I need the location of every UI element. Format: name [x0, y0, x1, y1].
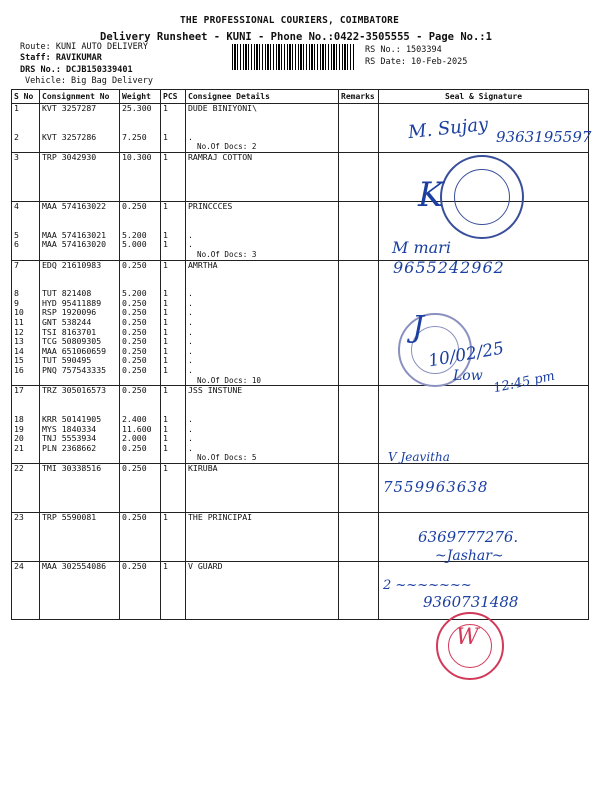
staff-label: Staff: RAVIKUMAR — [20, 53, 102, 63]
consignee-cell: . — [188, 327, 193, 337]
consignment-cell: TRZ 305016573 — [42, 386, 107, 396]
pcs-cell: 1 — [163, 561, 168, 571]
pcs-cell: 1 — [163, 104, 168, 113]
sno-cell: 16 — [14, 366, 24, 376]
consignee-cell: KIRUBA — [188, 463, 218, 473]
sno-cell: 18 — [14, 415, 24, 424]
signature-6-phone: 6369777276. — [418, 528, 519, 546]
sno-cell: 10 — [14, 308, 24, 318]
consignee-cell: . — [188, 230, 193, 240]
weight-cell: 0.250 — [122, 463, 147, 473]
col-header-weight: Weight — [120, 90, 161, 104]
consignment-cell: MAA 574163021 — [42, 230, 107, 240]
route-label: Route: KUNI AUTO DELIVERY — [20, 42, 148, 52]
weight-cell: 2.000 — [122, 434, 147, 444]
signature-7-scribble: 2 ~~~~~~~ — [383, 578, 472, 593]
consignment-cell: MAA 574163022 — [42, 201, 107, 211]
consignment-cell: KVT 3257287 — [42, 104, 97, 113]
pcs-cell: 1 — [163, 289, 168, 299]
weight-cell: 7.250 — [122, 132, 147, 142]
consignee-cell: . — [188, 443, 193, 453]
weight-cell: 0.250 — [122, 318, 147, 328]
weight-cell: 0.250 — [122, 561, 147, 571]
pcs-cell: 1 — [163, 443, 168, 453]
consignment-group — [12, 561, 589, 620]
consignment-cell: MAA 651060659 — [42, 346, 107, 356]
weight-cell: 0.250 — [122, 512, 147, 522]
sno-cell: 9 — [14, 298, 19, 308]
weight-cell: 0.250 — [122, 298, 147, 308]
consignee-cell: AMRTHA — [188, 260, 218, 270]
sno-cell: 17 — [14, 386, 24, 396]
signature-4-time: 12:45 pm — [492, 368, 557, 397]
signature-3-phone: 9655242962 — [393, 258, 505, 277]
pcs-cell: 1 — [163, 366, 168, 376]
signature-4-date: 10/02/25 — [426, 338, 506, 372]
vehicle-label: Vehicle: Big Bag Delivery — [25, 76, 153, 86]
consignee-cell: . — [188, 132, 193, 142]
pcs-cell: 1 — [163, 132, 168, 142]
weight-cell: 10.300 — [122, 152, 152, 162]
weight-cell: 0.250 — [122, 443, 147, 453]
sno-cell: 19 — [14, 424, 24, 434]
weight-cell: 5.200 — [122, 289, 147, 299]
consignee-cell: . — [188, 337, 193, 347]
remarks-cell — [339, 104, 379, 153]
sno-cell: 20 — [14, 434, 24, 444]
drs-label: DRS No.: DCJB150339401 — [20, 65, 133, 75]
pcs-cell: 1 — [163, 424, 168, 434]
sno-cell: 7 — [14, 260, 19, 270]
signature-1-name: M. Sujay — [407, 113, 490, 144]
consignment-cell: TSI 8163701 — [42, 327, 97, 337]
pcs-cell: 1 — [163, 356, 168, 366]
docs-count: No.Of Docs: 2 — [197, 142, 257, 152]
weight-cell: 0.250 — [122, 346, 147, 356]
weight-cell: 0.250 — [122, 260, 147, 270]
pcs-cell: 1 — [163, 434, 168, 444]
consignment-cell: RSP 1920096 — [42, 308, 97, 318]
sno-cell: 3 — [14, 152, 19, 162]
consignee-cell: V GUARD — [188, 561, 223, 571]
consignment-cell: KVT 3257286 — [42, 132, 97, 142]
consignee-cell: . — [188, 298, 193, 308]
consignment-cell: PNQ 757543335 — [42, 366, 107, 376]
weight-cell: 0.250 — [122, 308, 147, 318]
sno-cell: 12 — [14, 327, 24, 337]
docs-count: No.Of Docs: 3 — [197, 249, 257, 259]
consignment-cell: TMI 30338516 — [42, 463, 102, 473]
weight-cell: 11.600 — [122, 424, 152, 434]
col-header-sno: S No — [12, 90, 40, 104]
pcs-cell: 1 — [163, 512, 168, 522]
weight-cell: 5.000 — [122, 240, 147, 250]
table-header-row — [12, 90, 589, 104]
consignment-group — [12, 463, 589, 512]
col-header-remarks: Remarks — [339, 90, 379, 104]
col-header-pcs: PCS — [161, 90, 186, 104]
sno-cell: 23 — [14, 512, 24, 522]
consignment-cell: GNT 538244 — [42, 318, 92, 328]
sno-cell: 24 — [14, 561, 24, 571]
consignee-cell: . — [188, 424, 193, 434]
consignment-cell: TUT 590495 — [42, 356, 92, 366]
sno-cell: 15 — [14, 356, 24, 366]
signature-4-mark: Low — [453, 368, 483, 384]
weight-cell: 0.250 — [122, 201, 147, 211]
signature-7-phone: 9360731488 — [423, 593, 519, 611]
sno-cell: 11 — [14, 318, 24, 328]
consignee-cell: . — [188, 434, 193, 444]
pcs-cell: 1 — [163, 308, 168, 318]
consignee-cell: RAMRAJ COTTON — [188, 152, 253, 162]
consignment-cell: TRP 3042930 — [42, 152, 97, 162]
remarks-cell — [339, 386, 379, 464]
signature-3-name: M mari — [392, 238, 451, 257]
consignment-cell: HYD 95411889 — [42, 298, 102, 308]
pcs-cell: 1 — [163, 337, 168, 347]
pcs-cell: 1 — [163, 463, 168, 473]
consignment-cell: TCG 50809305 — [42, 337, 102, 347]
consignee-cell: . — [188, 415, 193, 424]
weight-cell: 5.200 — [122, 230, 147, 240]
consignment-cell: TUT 821408 — [42, 289, 92, 299]
consignment-cell: MYS 1840334 — [42, 424, 97, 434]
consignment-cell: EDQ 21610983 — [42, 260, 102, 270]
pcs-cell: 1 — [163, 230, 168, 240]
signature-5-name: V Jeavitha — [388, 450, 450, 464]
consignment-group — [12, 260, 589, 386]
pcs-cell: 1 — [163, 152, 168, 162]
company-seal-stamp — [440, 155, 524, 239]
consignee-cell: . — [188, 240, 193, 250]
pcs-cell: 1 — [163, 298, 168, 308]
barcode — [232, 44, 354, 70]
header-subtitle: Delivery Runsheet - KUNI - Phone No.:0422-3505555 - Page No.:1 — [100, 31, 492, 43]
pcs-cell: 1 — [163, 415, 168, 424]
col-header-consignment: Consignment No — [40, 90, 120, 104]
weight-cell: 0.250 — [122, 356, 147, 366]
consignee-cell: . — [188, 289, 193, 299]
col-header-signature: Seal & Signature — [379, 90, 589, 104]
consignment-cell: KRR 50141905 — [42, 415, 102, 424]
col-header-consignee: Consignee Details — [186, 90, 339, 104]
sno-cell: 21 — [14, 443, 24, 453]
signature-5-phone: 7559963638 — [383, 478, 489, 496]
consignment-cell: TRP 5590081 — [42, 512, 97, 522]
consignee-cell: . — [188, 356, 193, 366]
pcs-cell: 1 — [163, 318, 168, 328]
sno-cell: 6 — [14, 240, 19, 250]
docs-count: No.Of Docs: 10 — [197, 375, 262, 385]
sno-cell: 1 — [14, 104, 19, 113]
sno-cell: 2 — [14, 132, 19, 142]
weight-cell: 25.300 — [122, 104, 152, 113]
signature-1-phone: 9363195597 — [496, 128, 592, 146]
pcs-cell: 1 — [163, 346, 168, 356]
consignee-cell: . — [188, 346, 193, 356]
pcs-cell: 1 — [163, 327, 168, 337]
pcs-cell: 1 — [163, 386, 168, 396]
weight-cell: 0.250 — [122, 366, 147, 376]
remarks-cell — [339, 512, 379, 561]
consignee-cell: THE PRINCIPAI — [188, 512, 253, 522]
remarks-cell — [339, 152, 379, 201]
sno-cell: 4 — [14, 201, 19, 211]
consignment-cell: MAA 574163020 — [42, 240, 107, 250]
weight-cell: 2.400 — [122, 415, 147, 424]
sno-cell: 22 — [14, 463, 24, 473]
consignment-cell: TNJ 5553934 — [42, 434, 97, 444]
consignment-group — [12, 386, 589, 464]
signature-4-scribble: J — [412, 310, 425, 345]
sno-cell: 8 — [14, 289, 19, 299]
rs-date-label: RS Date: 10-Feb-2025 — [365, 57, 468, 67]
consignee-cell: PRINCCCES — [188, 201, 233, 211]
sno-cell: 5 — [14, 230, 19, 240]
docs-count: No.Of Docs: 5 — [197, 453, 257, 463]
pcs-cell: 1 — [163, 260, 168, 270]
consignee-cell: . — [188, 308, 193, 318]
pcs-cell: 1 — [163, 201, 168, 211]
signature-6-scribble: ~Jashar~ — [435, 548, 504, 564]
rs-no-label: RS No.: 1503394 — [365, 45, 442, 55]
consignment-cell: MAA 302554086 — [42, 561, 107, 571]
remarks-cell — [339, 463, 379, 512]
pcs-cell: 1 — [163, 240, 168, 250]
weight-cell: 0.250 — [122, 337, 147, 347]
remarks-cell — [339, 201, 379, 260]
sno-cell: 13 — [14, 337, 24, 347]
signature-8-scribble: W — [456, 625, 479, 650]
consignment-cell: PLN 2368662 — [42, 443, 97, 453]
weight-cell: 0.250 — [122, 327, 147, 337]
header-title: THE PROFESSIONAL COURIERS, COIMBATORE — [180, 15, 400, 26]
remarks-cell — [339, 561, 379, 620]
consignee-cell: . — [188, 318, 193, 328]
weight-cell: 0.250 — [122, 386, 147, 396]
consignee-cell: JSS INSTUNE — [188, 386, 243, 396]
consignee-cell: DUDE BINIYONI\ — [188, 104, 258, 113]
consignee-cell: . — [188, 366, 193, 376]
sno-cell: 14 — [14, 346, 24, 356]
remarks-cell — [339, 260, 379, 386]
signature-3-scribble: K — [418, 175, 444, 215]
